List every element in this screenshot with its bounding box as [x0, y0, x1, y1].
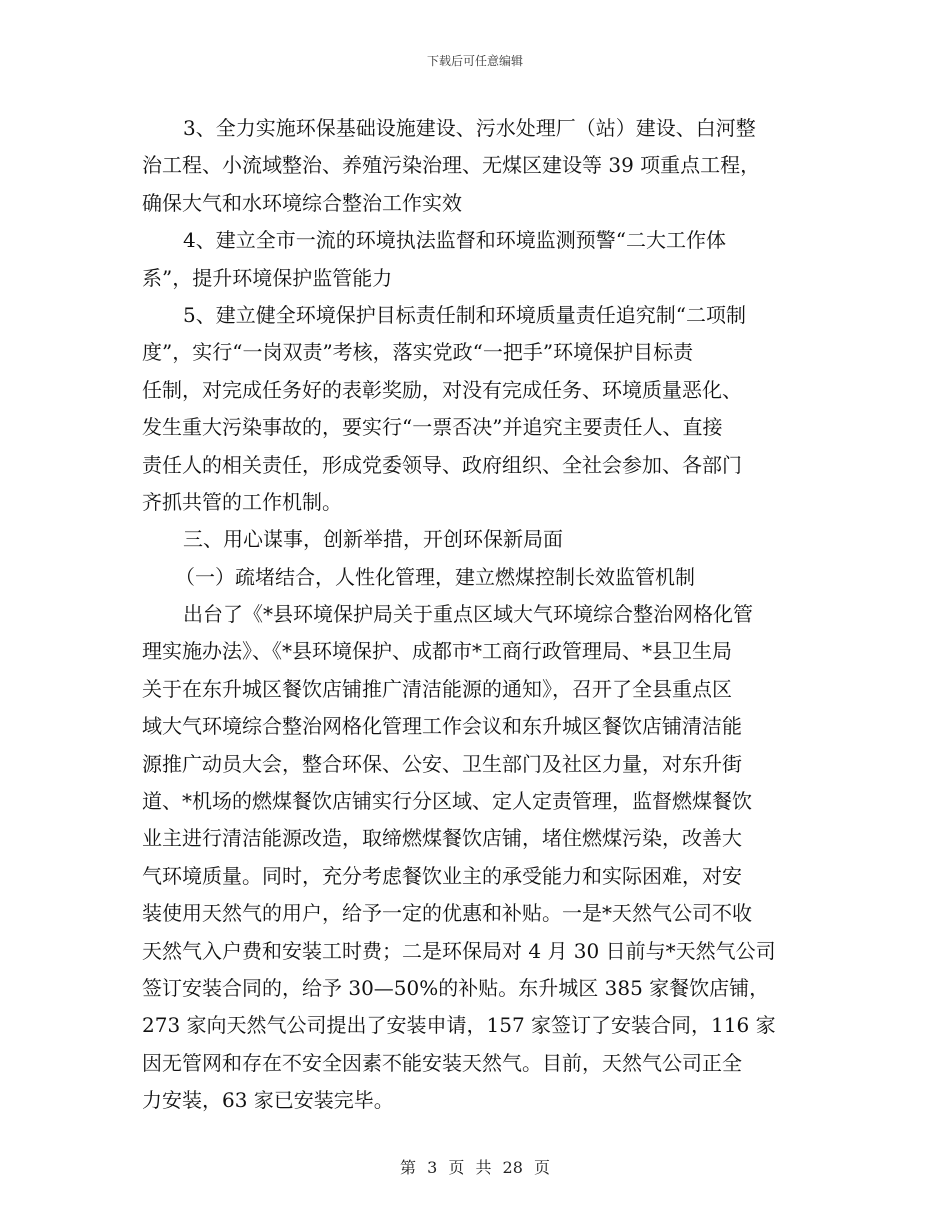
paragraph-line: 确保大气和水环境综合整治工作实效: [142, 190, 462, 215]
paragraph-line: 治工程、小流域整治、养殖污染治理、无煤区建设等 39 项重点工程，: [142, 153, 761, 178]
page-header: 下载后可任意编辑: [426, 54, 523, 68]
paragraph-line: 源推广动员大会，整合环保、公安、卫生部门及社区力量，对东升街: [142, 751, 742, 776]
paragraph-line: 关于在东升城区餐饮店铺推广清洁能源的通知》，召开了全县重点区: [142, 676, 732, 701]
paragraph-line: 度”，实行“一岗双责”考核，落实党政“一把手”环境保护目标责: [142, 340, 694, 365]
paragraph-line: 系”，提升环境保护监管能力: [142, 265, 393, 290]
paragraph-line: 出台了《*县环境保护局关于重点区域大气环境综合整治网格化管: [183, 602, 753, 627]
paragraph-line: 责任人的相关责任，形成党委领导、政府组织、全社会参加、各部门: [142, 452, 742, 477]
section-heading: 三、用心谋事，创新举措，开创环保新局面: [183, 527, 563, 552]
paragraph-line: 任制，对完成任务好的表彰奖励，对没有完成任务、环境质量恶化、: [142, 377, 742, 402]
paragraph-line: 4、建立全市一流的环境执法监督和环境监测预警“二大工作体: [183, 228, 726, 253]
paragraph-line: 签订安装合同的，给予 30—50%的补贴。东升城区 385 家餐饮店铺，: [142, 975, 770, 1000]
paragraph-line: 5、建立健全环境保护目标责任制和环境质量责任追究制“二项制: [183, 302, 746, 327]
paragraph-line: 3、全力实施环保基础设施建设、污水处理厂（站）建设、白河整: [183, 116, 756, 140]
paragraph-line: 装使用天然气的用户，给予一定的优惠和补贴。一是*天然气公司不收: [142, 901, 752, 926]
paragraph-line: 域大气环境综合整治网格化管理工作会议和东升城区餐饮店铺清洁能: [142, 714, 742, 739]
paragraph-line: 业主进行清洁能源改造，取缔燃煤餐饮店铺，堵住燃煤污染，改善大: [142, 826, 742, 851]
paragraph-line: 天然气入户费和安装工时费；二是环保局对 4 月 30 日前与*天然气公司: [142, 938, 776, 963]
paragraph-line: 273 家向天然气公司提出了安装申请，157 家签订了安装合同，116 家: [142, 1013, 776, 1038]
paragraph-line: 齐抓共管的工作机制。: [142, 489, 342, 514]
paragraph-line: 因无管网和存在不安全因素不能安装天然气。目前，天然气公司正全: [142, 1050, 742, 1075]
paragraph-line: 道、*机场的燃煤餐饮店铺实行分区域、定人定责管理，监督燃煤餐饮: [142, 789, 752, 814]
paragraph-line: 气环境质量。同时，充分考虑餐饮业主的承受能力和实际困难，对安: [142, 863, 742, 888]
paragraph-line: 理实施办法》、《*县环境保护、成都市*工商行政管理局、*县卫生局: [142, 639, 732, 664]
paragraph-line: 力安装，63 家已安装完毕。: [142, 1088, 394, 1113]
subsection-heading: （一）疏堵结合，人性化管理，建立燃煤控制长效监管机制: [175, 564, 695, 589]
page-number-footer: 第 3 页 共 28 页: [400, 1158, 550, 1177]
document-body: [142, 110, 812, 1120]
paragraph-line: 发生重大污染事故的，要实行“一票否决”并追究主要责任人、直接: [142, 415, 723, 440]
